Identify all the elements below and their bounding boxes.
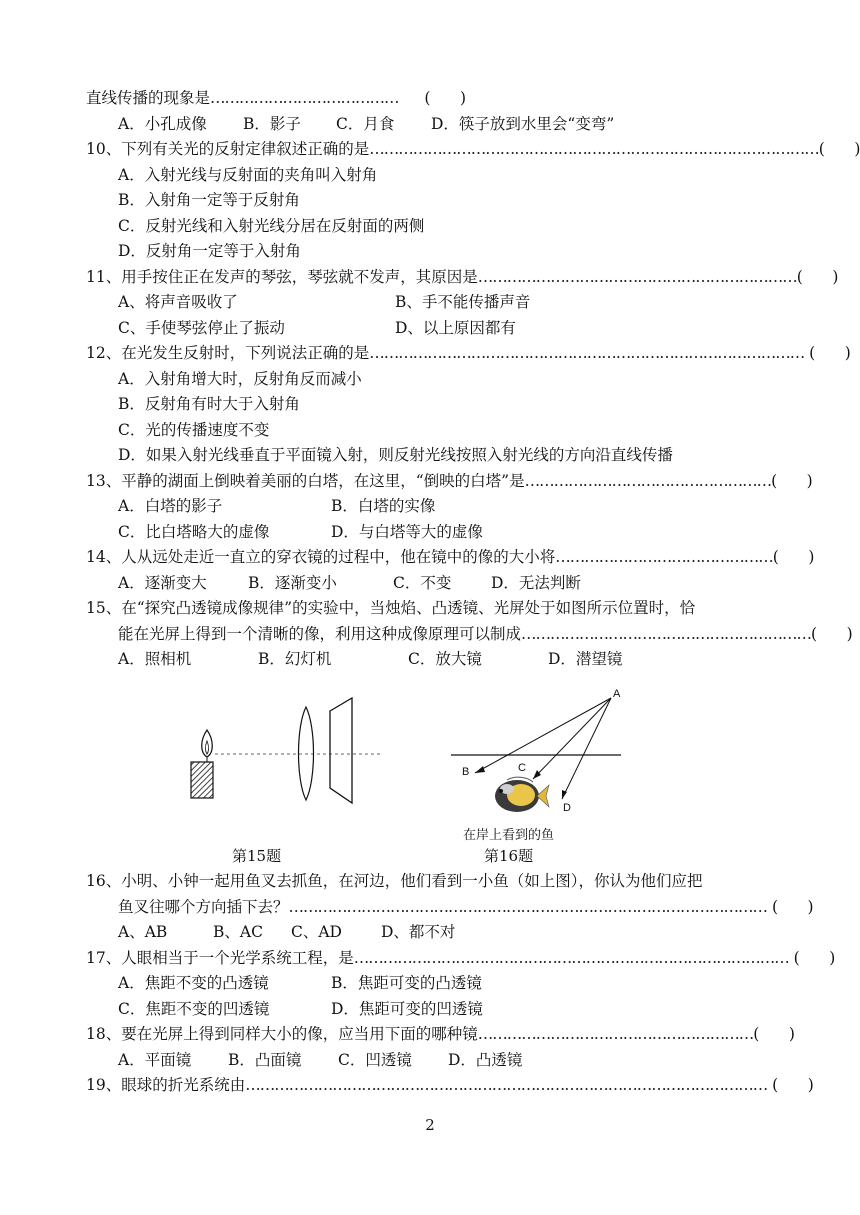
question-line xyxy=(86,546,815,568)
question-text: 鱼叉往哪个方向插下去？ xyxy=(118,897,289,916)
answer-option: C．比白塔略大的虚像 xyxy=(118,522,270,541)
answer-bracket: ( ) xyxy=(419,89,466,107)
question-line xyxy=(86,342,851,364)
answer-options xyxy=(118,240,778,262)
figure-15-convex-lens-setup xyxy=(180,685,390,805)
figure-16-caption: 第16题 xyxy=(484,847,534,865)
leader-dots: ………………………………………………………… xyxy=(477,267,797,286)
leader-dots: ……………………………………… xyxy=(555,548,773,566)
answer-option: D．潜望镜 xyxy=(548,650,623,668)
answer-options xyxy=(118,317,778,339)
answer-bracket: ( ) xyxy=(767,1076,814,1094)
answer-option: B．凸面镜 xyxy=(228,1050,302,1069)
answer-option: D．与白塔等大的虚像 xyxy=(331,522,483,541)
answer-option: A．入射光线与反射面的夹角叫入射角 xyxy=(118,165,378,184)
answer-option: D．反射角一定等于入射角 xyxy=(118,242,301,260)
point-b-label: B xyxy=(462,766,470,778)
question-text: 18、要在光屏上得到同样大小的像，应当用下面的哪种镜 xyxy=(86,1025,478,1043)
figure-15-caption: 第15题 xyxy=(232,847,282,865)
figure-16-fish-refraction xyxy=(445,685,635,847)
answer-option: B．逐渐变小 xyxy=(248,573,337,592)
answer-option: B．反射角有时大于入射角 xyxy=(118,395,300,413)
answer-options xyxy=(118,572,778,594)
answer-options xyxy=(118,1049,778,1071)
point-a-label: A xyxy=(613,688,621,700)
figure-16-label: 在岸上看到的鱼 xyxy=(463,828,555,843)
answer-options xyxy=(118,921,778,943)
question-text: 10、下列有关光的反射定律叙述正确的是 xyxy=(86,140,370,158)
answer-option: B、AC xyxy=(213,923,263,941)
answer-option: A．平面镜 xyxy=(118,1050,192,1069)
answer-option: B．焦距可变的凸透镜 xyxy=(331,974,482,992)
question-line xyxy=(86,470,813,492)
answer-option: C．光的传播速度不变 xyxy=(118,420,270,439)
answer-options xyxy=(118,521,778,543)
page-number: 2 xyxy=(425,1116,435,1134)
answer-options xyxy=(118,393,778,415)
answer-options xyxy=(118,419,778,441)
question-text: 11、用手按住正在发声的琴弦，琴弦就不发声，其原因是 xyxy=(86,267,478,286)
question-line xyxy=(86,87,466,109)
answer-option: A．入射角增大时，反射角反而减小 xyxy=(118,369,362,388)
answer-options xyxy=(118,648,778,670)
answer-bracket: ( ) xyxy=(811,624,853,643)
answer-bracket: ( ) xyxy=(796,267,839,286)
answer-option: D．筷子放到水里会“变弯” xyxy=(431,114,615,133)
question-text: 19、眼球的折光系统由 xyxy=(86,1076,246,1094)
answer-options xyxy=(118,368,778,390)
answer-options xyxy=(118,495,778,517)
answer-options xyxy=(118,998,778,1020)
answer-bracket: ( ) xyxy=(788,948,836,967)
leader-dots: ……………………………………………………………………………… xyxy=(369,344,805,362)
answer-option: D、以上原因都有 xyxy=(395,318,516,337)
answer-options xyxy=(118,113,778,135)
answer-option: D．如果入射光线垂直于平面镜入射，则反射光线按照入射光线的方向沿直线传播 xyxy=(118,446,673,464)
answer-bracket: ( ) xyxy=(767,897,814,916)
answer-option: A、将声音吸收了 xyxy=(118,293,238,311)
answer-bracket: ( ) xyxy=(818,140,860,158)
answer-options xyxy=(118,291,778,313)
answer-options xyxy=(118,444,778,466)
answer-option: D、都不对 xyxy=(381,923,456,941)
question-text: 13、平静的湖面上倒映着美丽的白塔，在这里，“倒映的白塔”是 xyxy=(86,471,525,490)
answer-option: C．反射光线和入射光线分居在反射面的两侧 xyxy=(118,216,425,235)
answer-bracket: ( ) xyxy=(804,344,851,362)
leader-dots: ………………………………… xyxy=(210,89,399,107)
question-line xyxy=(86,947,836,969)
answer-bracket: ( ) xyxy=(753,1025,795,1043)
answer-option: B．影子 xyxy=(243,114,301,133)
question-text: 能在光屏上得到一个清晰的像，利用这种成像原理可以制成 xyxy=(118,624,522,643)
answer-options xyxy=(118,972,778,994)
answer-options xyxy=(118,215,778,237)
question-text: 16、小明、小钟一起用鱼叉去抓鱼，在河边，他们看到一小鱼（如上图），你认为他们应把 xyxy=(86,872,703,890)
leader-dots: ………………………………………………………………………………… xyxy=(369,140,819,158)
answer-option: C．月食 xyxy=(336,114,395,133)
answer-option: C．不变 xyxy=(393,573,452,592)
question-line xyxy=(86,1074,814,1096)
answer-option: D．无法判断 xyxy=(491,573,581,592)
leader-dots: ………………………………………………… xyxy=(477,1025,754,1043)
question-line xyxy=(86,1023,795,1045)
answer-option: A．照相机 xyxy=(118,650,192,668)
question-text: 12、在光发生反射时，下列说法正确的是 xyxy=(86,344,370,362)
answer-option: D．焦距可变的凹透镜 xyxy=(331,999,483,1018)
answer-options xyxy=(118,164,778,186)
answer-option: B．白塔的实像 xyxy=(331,497,436,515)
leader-dots: ……………………………………………………………………………………… xyxy=(288,897,768,916)
question-text: 14、人从远处走近一直立的穿衣镜的过程中，他在镜中的像的大小将 xyxy=(86,548,556,566)
answer-option: A．焦距不变的凸透镜 xyxy=(118,974,269,992)
answer-bracket: ( ) xyxy=(772,548,815,566)
leader-dots: ……………………………………………………………………………………………… xyxy=(245,1076,768,1094)
question-text: 15、在“探究凸透镜成像规律”的实验中，当烛焰、凸透镜、光屏处于如图所示位置时，恰 xyxy=(86,599,696,617)
answer-option: A．小孔成像 xyxy=(118,114,207,133)
answer-option: C、手使琴弦停止了振动 xyxy=(118,318,285,337)
answer-option: B．入射角一定等于反射角 xyxy=(118,191,300,209)
answer-option: D．凸透镜 xyxy=(448,1050,523,1069)
answer-option: A．白塔的影子 xyxy=(118,497,223,515)
fish-image xyxy=(495,777,549,812)
leader-dots: …………………………………………… xyxy=(524,471,772,490)
leader-dots: ……………………………………………………………………………… xyxy=(353,948,789,967)
leader-dots: …………………………………………………… xyxy=(521,624,812,643)
answer-option: A、AB xyxy=(118,923,168,941)
question-text: 17、人眼相当于一个光学系统工程，是 xyxy=(86,948,354,967)
answer-option: B、手不能传播声音 xyxy=(395,293,531,311)
question-line xyxy=(118,896,814,918)
question-line xyxy=(118,623,853,645)
question-line xyxy=(86,138,860,160)
answer-option: B．幻灯机 xyxy=(258,650,332,668)
candle-flame xyxy=(202,730,213,757)
answer-bracket: ( ) xyxy=(771,471,813,490)
point-d-label: D xyxy=(563,802,571,814)
answer-option: C．焦距不变的凹透镜 xyxy=(118,999,270,1018)
light-screen xyxy=(330,698,352,803)
answer-option: C．凹透镜 xyxy=(338,1050,412,1069)
question-line xyxy=(86,266,839,288)
point-c-label: C xyxy=(518,762,526,774)
answer-option: C、AD xyxy=(291,923,342,941)
question-text: 直线传播的现象是 xyxy=(86,89,211,107)
convex-lens xyxy=(299,707,314,800)
answer-options xyxy=(118,189,778,211)
candle-body xyxy=(191,762,213,798)
answer-option: A．逐渐变大 xyxy=(118,573,207,592)
answer-option: C．放大镜 xyxy=(408,650,482,668)
